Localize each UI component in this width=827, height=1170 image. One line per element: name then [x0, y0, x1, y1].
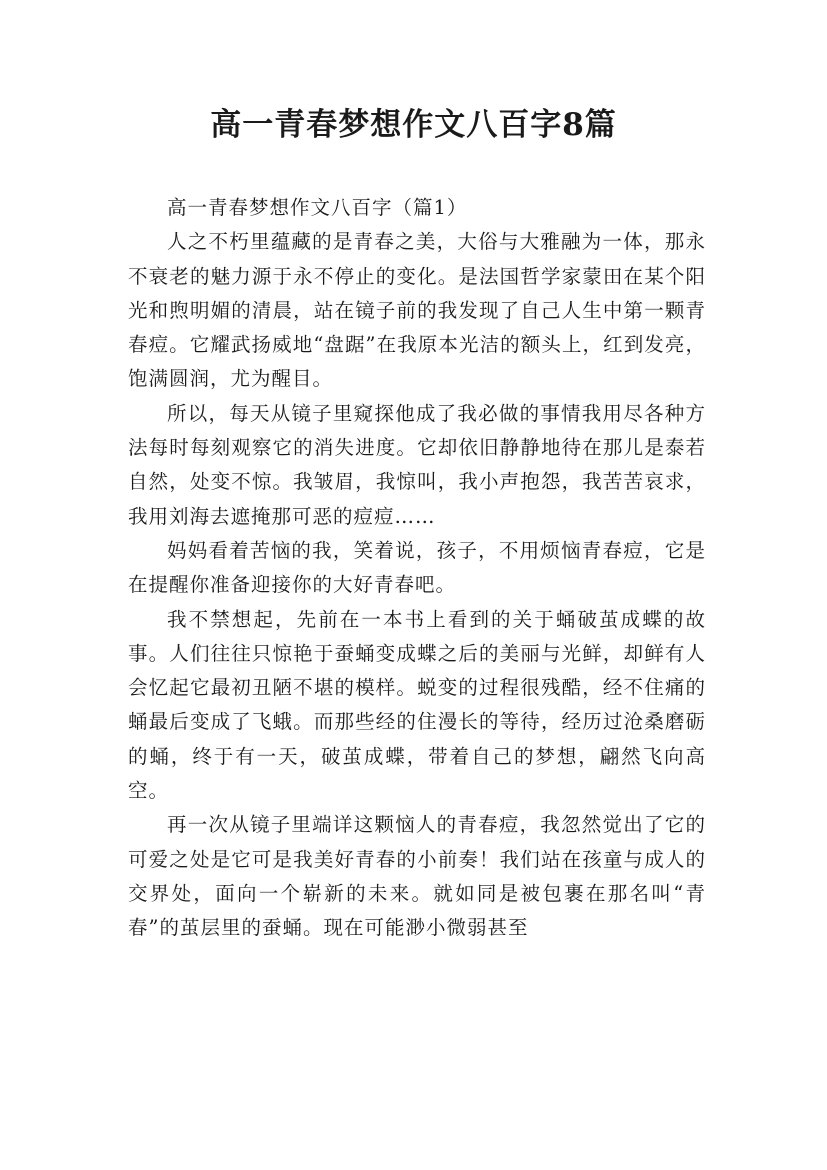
document-title: 高一青春梦想作文八百字8篇	[210, 107, 617, 143]
paragraph-4: 我不禁想起，先前在一本书上看到的关于蛹破茧成蝶的故事。人们往往只惊艳于蚕蛹变成蝶之后的美丽与光鲜，却鲜有人会忆起它最初丑陋不堪的模样。蜕变的过程很残酷，经不住痛的蛹最后变成了飞蛾。而那些经的住漫长的等待，经历过沧桑磨砺的蛹，终于有一天，破茧成蝶，带着自己的梦想，翩然飞向高空。	[128, 607, 706, 803]
paragraph-2: 所以，每天从镜子里窥探他成了我必做的事情我用尽各种方法每时每刻观察它的消失进度。它却依旧静静地待在那儿是泰若自然，处变不惊。我皱眉，我惊叫，我小声抱怨，我苦苦哀求，我用刘海去遮掩那可恶的痘痘……	[128, 401, 706, 528]
section-heading: 高一青春梦想作文八百字（篇1）	[167, 196, 468, 219]
paragraph-1: 人之不朽里蕴藏的是青春之美，大俗与大雅融为一体，那永不衰老的魅力源于永不停止的变化。是法国哲学家蒙田在某个阳光和煦明媚的清晨，站在镜子前的我发现了自己人生中第一颗青春痘。它耀武扬威地“盘踞”在我原本光洁的额头上，红到发亮，饱满圆润，尤为醒目。	[128, 230, 706, 391]
document-body	[128, 191, 706, 946]
paragraph-3: 妈妈看着苦恼的我，笑着说，孩子，不用烦恼青春痘，它是在提醒你准备迎接你的大好青春吧。	[128, 538, 706, 597]
paragraph-5: 再一次从镜子里端详这颗恼人的青春痘，我忽然觉出了它的可爱之处是它可是我美好青春的小前奏！我们站在孩童与成人的交界处，面向一个崭新的未来。就如同是被包裹在那名叫“青春”的茧层里的蚕蛹。现在可能渺小微弱甚至	[128, 813, 706, 940]
